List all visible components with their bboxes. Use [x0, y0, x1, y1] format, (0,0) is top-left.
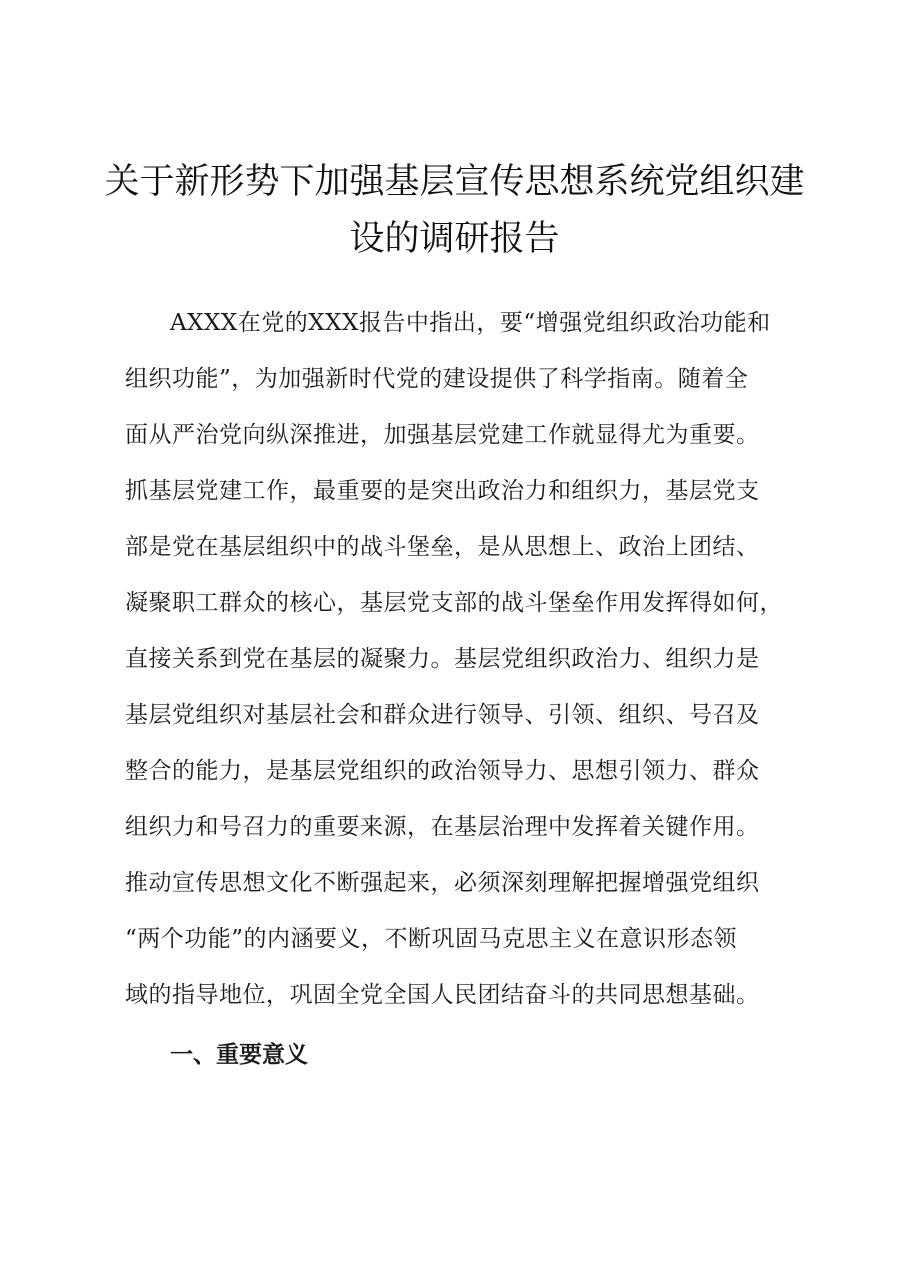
document-title-line-1: 关于新形势下加强基层宣传思想系统党组织建	[104, 162, 805, 202]
section-heading: 一、重要意义	[170, 1042, 308, 1068]
paragraph-line: 面从严治党向纵深推进，加强基层党建工作就显得尤为重要。	[125, 422, 760, 448]
paragraph-line: 抓基层党建工作，最重要的是突出政治力和组织力，基层党支	[125, 478, 760, 504]
paragraph-line: 基层党组织对基层社会和群众进行领导、引领、组织、号召及	[125, 702, 760, 728]
document-title-line-2: 设的调研报告	[349, 219, 560, 259]
paragraph-line: 域的指导地位，巩固全党全国人民团结奋斗的共同思想基础。	[125, 982, 760, 1008]
paragraph-line: 部是党在基层组织中的战斗堡垒，是从思想上、政治上团结、	[125, 534, 760, 560]
paragraph-line: “两个功能”的内涵要义，不断巩固马克思主义在意识形态领	[125, 926, 738, 952]
paragraph-line: 整合的能力，是基层党组织的政治领导力、思想引领力、群众	[125, 758, 760, 784]
paragraph-line: 推动宣传思想文化不断强起来，必须深刻理解把握增强党组织	[125, 870, 760, 896]
paragraph-line: 直接关系到党在基层的凝聚力。基层党组织政治力、组织力是	[125, 646, 760, 672]
paragraph-line: 组织功能”，为加强新时代党的建设提供了科学指南。随着全	[125, 366, 749, 392]
paragraph-line: 组织力和号召力的重要来源，在基层治理中发挥着关键作用。	[125, 814, 760, 840]
paragraph-line: AXXX在党的XXX报告中指出，要“增强党组织政治功能和	[170, 310, 771, 336]
paragraph-line: 凝聚职工群众的核心，基层党支部的战斗堡垒作用发挥得如何，	[125, 590, 783, 616]
